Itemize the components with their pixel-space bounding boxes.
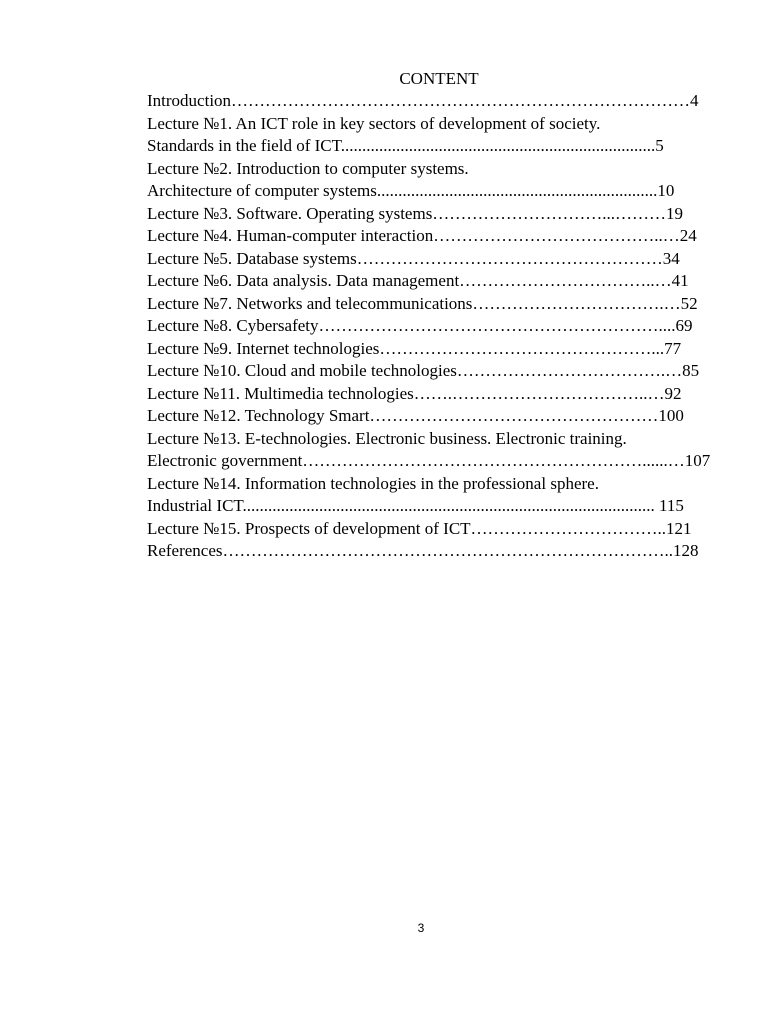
toc-line: Lecture №5. Database systems………………………………………………34 — [147, 248, 680, 268]
toc-line: Architecture of computer systems..................................................................10 — [147, 181, 675, 200]
toc-line: Standards in the field of ICT..........................................................................5 — [147, 136, 664, 155]
toc-line: Lecture №9. Internet technologies…………………………………………...77 — [147, 338, 682, 358]
toc-line: Electronic government……………………………………………………......…107 — [147, 451, 711, 470]
toc-line: Lecture №7. Networks and telecommunications…………………………….…52 — [147, 293, 698, 313]
toc-line: Lecture №6. Data analysis. Data management……………………………..…41 — [147, 271, 689, 290]
toc-line: Lecture №14. Information technologies in the professional sphere. — [147, 473, 599, 493]
toc-line: Lecture №3. Software. Operating systems…………………………...………19 — [147, 203, 684, 223]
table-of-contents — [147, 90, 747, 563]
page-number: 3 — [417, 921, 425, 935]
toc-line: Lecture №11. Multimedia technologies…….……………………………..…92 — [147, 383, 682, 403]
toc-line: Lecture №4. Human-computer interaction…………………………………..…24 — [147, 226, 697, 245]
toc-line: Introduction………………………………………………………………………4 — [147, 91, 699, 110]
toc-line: Lecture №2. Introduction to computer systems. — [147, 158, 469, 178]
toc-line: Lecture №8. Cybersafety……………………………………………………....69 — [147, 316, 693, 335]
toc-line: References……………………………………………………………………..128 — [147, 541, 699, 560]
toc-line: Lecture №1. An ICT role in key sectors of development of society. — [147, 113, 601, 133]
toc-line: Lecture №12. Technology Smart……………………………………………100 — [147, 406, 684, 425]
toc-line: Lecture №10. Cloud and mobile technologies……………………………….…85 — [147, 361, 700, 380]
toc-line: Lecture №13. E-technologies. Electronic business. Electronic training. — [147, 428, 627, 448]
content-heading: CONTENT — [399, 69, 479, 88]
toc-line: Industrial ICT................................................................................................. 115 — [147, 496, 684, 515]
toc-line: Lecture №15. Prospects of development of ICT……………………………..121 — [147, 518, 692, 538]
